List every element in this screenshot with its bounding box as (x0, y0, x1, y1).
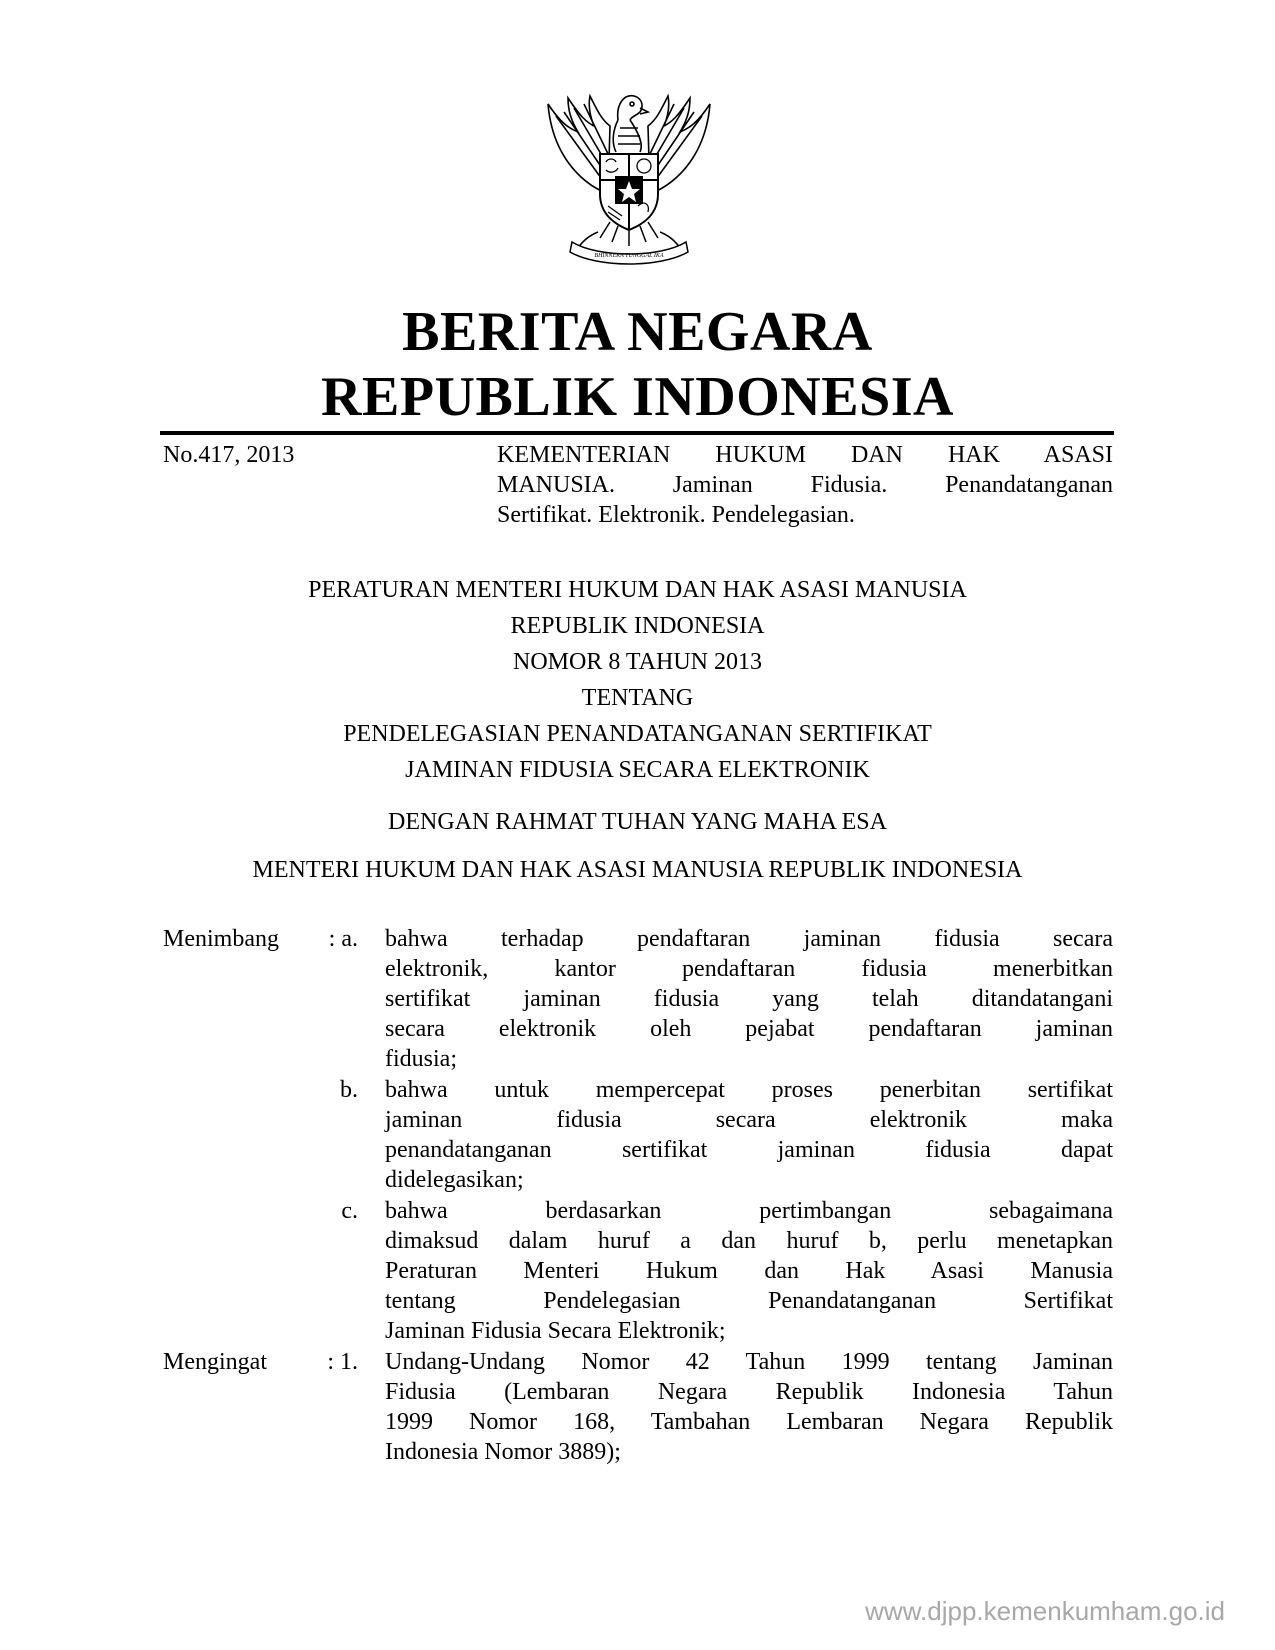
menimbang-item-b (385, 1075, 1113, 1195)
para-line: Peraturan Menteri Hukum dan Hak Asasi Manusia (385, 1258, 1113, 1284)
header-divider (160, 431, 1114, 435)
para-line: bahwa terhadap pendaftaran jaminan fidusia secara (385, 926, 1113, 952)
para-line: 1999 Nomor 168, Tambahan Lembaran Negara Republik (385, 1409, 1113, 1435)
gazette-subject (497, 440, 1113, 530)
gazette-title-line2: REPUBLIK INDONESIA (321, 366, 954, 428)
regulation-line: PENDELEGASIAN PENANDATANGANAN SERTIFIKAT (343, 721, 932, 747)
para-line: Indonesia Nomor 3889); (385, 1439, 621, 1465)
garuda-emblem-icon (538, 82, 720, 270)
para-line: jaminan fidusia secara elektronik maka (385, 1107, 1113, 1133)
gazette-number: No.417, 2013 (163, 442, 295, 468)
mengingat-item-1 (385, 1347, 1113, 1467)
item-marker: b. (340, 1077, 358, 1103)
preamble-minister: MENTERI HUKUM DAN HAK ASASI MANUSIA REPUBLIK INDONESIA (252, 857, 1023, 883)
para-line: bahwa berdasarkan pertimbangan sebagaimana (385, 1198, 1113, 1224)
para-line: bahwa untuk mempercepat proses penerbitan sertifikat (385, 1077, 1113, 1103)
regulation-line: NOMOR 8 TAHUN 2013 (513, 649, 762, 675)
para-line: sertifikat jaminan fidusia yang telah ditandatangani (385, 986, 1113, 1012)
emblem-motto: BHINNEKA TUNGGAL IKA (594, 253, 664, 259)
para-line: penandatanganan sertifikat jaminan fidusia dapat (385, 1137, 1113, 1163)
item-marker: : a. (328, 926, 358, 952)
item-marker: : 1. (327, 1349, 358, 1375)
para-line: didelegasikan; (385, 1167, 524, 1193)
menimbang-item-a (385, 924, 1113, 1074)
regulation-line: PERATURAN MENTERI HUKUM DAN HAK ASASI MANUSIA (308, 577, 967, 603)
para-line: Jaminan Fidusia Secara Elektronik; (385, 1318, 726, 1344)
item-marker: c. (341, 1198, 358, 1224)
para-line: Fidusia (Lembaran Negara Republik Indonesia Tahun (385, 1379, 1113, 1405)
subject-line: MANUSIA. Jaminan Fidusia. Penandatanganan (497, 472, 1113, 498)
para-line: tentang Pendelegasian Penandatanganan Sertifikat (385, 1288, 1113, 1314)
regulation-line: REPUBLIK INDONESIA (510, 613, 765, 639)
website-watermark: www.djpp.kemenkumham.go.id (865, 1596, 1225, 1626)
subject-line: Sertifikat. Elektronik. Pendelegasian. (497, 502, 855, 528)
regulation-line: TENTANG (581, 685, 694, 711)
subject-line: KEMENTERIAN HUKUM DAN HAK ASASI (497, 442, 1113, 468)
menimbang-item-c (385, 1196, 1113, 1346)
menimbang-label: Menimbang (163, 926, 279, 952)
preamble-divine: DENGAN RAHMAT TUHAN YANG MAHA ESA (388, 809, 887, 835)
para-line: secara elektronik oleh pejabat pendaftaran jaminan (385, 1016, 1113, 1042)
regulation-line: JAMINAN FIDUSIA SECARA ELEKTRONIK (405, 757, 870, 783)
mengingat-label: Mengingat (163, 1349, 267, 1375)
para-line: elektronik, kantor pendaftaran fidusia menerbitkan (385, 956, 1113, 982)
para-line: Undang-Undang Nomor 42 Tahun 1999 tentang Jaminan (385, 1349, 1113, 1375)
regulation-heading (0, 572, 1275, 788)
gazette-title-line1: BERITA NEGARA (402, 301, 873, 363)
para-line: dimaksud dalam huruf a dan huruf b, perlu menetapkan (385, 1228, 1113, 1254)
para-line: fidusia; (385, 1046, 457, 1072)
